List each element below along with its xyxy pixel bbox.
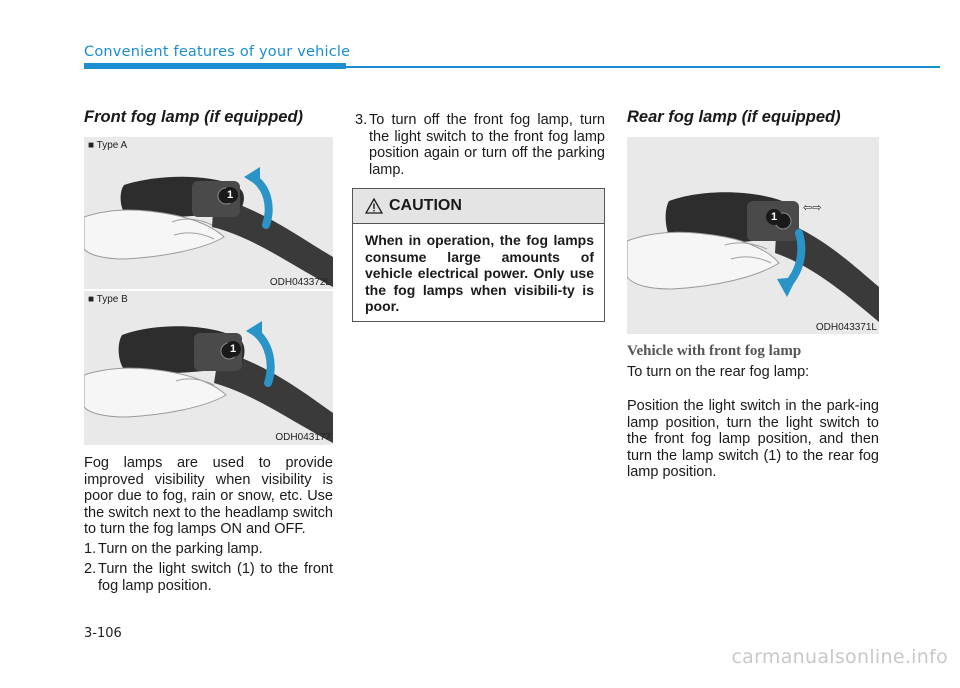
- svg-text:⇦⇨: ⇦⇨: [803, 201, 822, 214]
- rear-fog-lamp-title: Rear fog lamp (if equipped): [627, 108, 841, 126]
- figure-rear-fog: [627, 137, 879, 334]
- page-number: 3-106: [84, 626, 122, 641]
- step-3: [355, 112, 605, 178]
- front-fog-lamp-title: Front fog lamp (if equipped): [84, 108, 304, 126]
- caution-header: [353, 189, 604, 224]
- step-3-text: To turn off the front fog lamp, turn the light switch to the front fog lamp position again or turn off the parking lamp.: [369, 112, 605, 178]
- figure-type-a-code: ODH043372L: [269, 277, 331, 288]
- caution-box: [352, 188, 605, 322]
- figure-type-a-label: ■ Type A: [88, 140, 128, 151]
- step-2: [84, 561, 333, 594]
- figure-rear-fog-code: ODH043371L: [815, 322, 877, 333]
- rear-fog-instructions: Position the light switch in the park-ing lamp position, turn the light switch to the front fog lamp position, and then turn the lamp switch (1) to the rear fog lamp position.: [627, 398, 879, 480]
- stalk-illustration-type-a: [84, 137, 333, 289]
- step-2-text: Turn the light switch (1) to the front fog lamp position.: [98, 561, 333, 594]
- step-2-number: 2.: [84, 561, 97, 577]
- figure-type-a: [84, 137, 333, 289]
- caution-title: CAUTION: [389, 197, 462, 214]
- warning-triangle-icon: [365, 198, 383, 214]
- figure-type-b-label: ■ Type B: [88, 294, 128, 305]
- front-fog-lamp-description: Fog lamps are used to provide improved visibility when visibility is poor due to fog, rain or snow, etc. Use the switch next to the headlamp switch to turn the fog lamps ON and OFF.: [84, 455, 333, 537]
- step-1: [84, 541, 333, 558]
- step-1-text: Turn on the parking lamp.: [98, 541, 263, 557]
- stalk-illustration-rear: [627, 137, 879, 334]
- rear-fog-intro: To turn on the rear fog lamp:: [627, 364, 810, 380]
- figure-type-b-code: ODH043177: [275, 432, 331, 443]
- step-1-number: 1.: [84, 541, 97, 557]
- callout-1-type-a: 1: [222, 187, 238, 203]
- section-header-title: Convenient features of your vehicle: [84, 44, 351, 60]
- caution-text: When in operation, the fog lamps consume large amounts of vehicle electrical power. Only use the fog lamps when visibili-ty is poor.: [365, 232, 594, 314]
- step-3-number: 3.: [355, 112, 368, 128]
- callout-1-type-b: 1: [225, 341, 241, 357]
- vehicle-with-front-fog-lamp-heading: Vehicle with front fog lamp: [627, 343, 802, 359]
- callout-1-rear: 1: [766, 209, 782, 225]
- watermark: carmanualsonline.info: [731, 646, 948, 668]
- figure-type-b: [84, 291, 333, 445]
- header-rule: [84, 66, 940, 68]
- stalk-illustration-type-b: [84, 291, 333, 445]
